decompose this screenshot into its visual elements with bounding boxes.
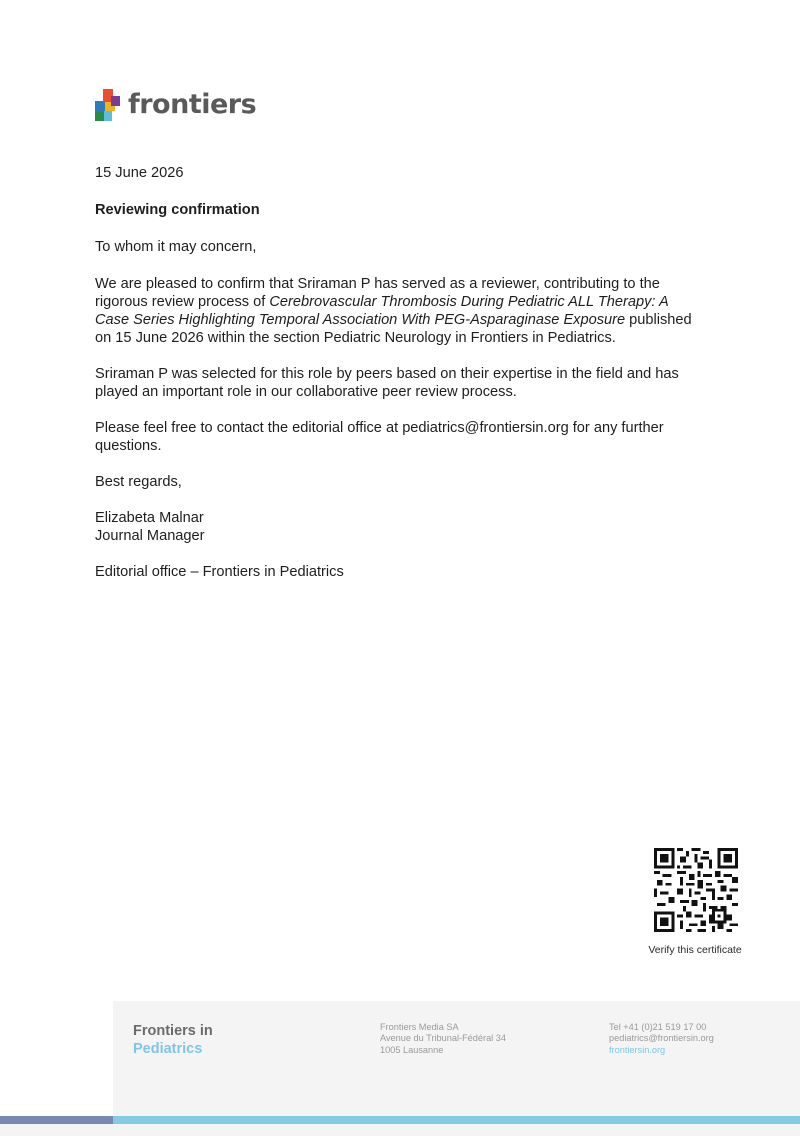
paragraph-publication-text: published on 15 June 2026 within the section Pediatric Neurology in Frontiers in Pediatrics. [95,312,692,346]
footer-journal-line2: Pediatrics [133,1041,203,1057]
qr-code-icon[interactable] [654,848,738,932]
footer-phone: Tel +41 (0)21 519 17 00 [609,1022,707,1032]
frontiers-logo-icon [95,87,121,123]
page-footer [113,1001,800,1116]
letter-body [95,164,705,581]
editorial-office: Editorial office – Frontiers in Pediatrics [95,564,344,580]
letter-paragraph-confirmation [95,275,705,347]
footer-address-line3: 1005 Lausanne [380,1044,444,1055]
footer-email-link[interactable]: pediatrics@frontiersin.org [609,1033,714,1044]
signer-title: Journal Manager [95,528,205,544]
footer-journal-line1: Frontiers in [133,1023,213,1039]
letter-closing: Best regards, [95,474,182,490]
footer-accent-bar-left [0,1116,113,1124]
paragraph-intro-text: We are pleased to confirm that Sriraman P has served as a reviewer, contributing to the rigorous review process of [95,276,660,310]
footer-address-line1: Frontiers Media SA [380,1022,459,1032]
footer-address [380,1022,506,1056]
letter-paragraph-contact: Please feel free to contact the editorial office at pediatrics@frontiersin.org for any further questions. [95,420,664,454]
frontiers-logo [95,87,256,123]
letter-signature [95,509,705,545]
frontiers-logo-text: frontiers [128,89,257,120]
verify-certificate-label: Verify this certificate [648,944,742,956]
footer-accent-bar-right [113,1116,800,1124]
letter-subject: Reviewing confirmation [95,202,260,218]
letter-salutation: To whom it may concern, [95,239,257,255]
footer-address-line2: Avenue du Tribunal-Fédéral 34 [380,1033,506,1044]
footer-contact [609,1022,714,1056]
article-title: Cerebrovascular Thrombosis During Pediatric ALL Therapy: A Case Series Highlighting Temporal Association With PEG-Asparaginase Exposure [95,294,669,328]
letter-date: 15 June 2026 [95,165,184,181]
footer-website-link[interactable]: frontiersin.org [609,1044,666,1055]
letter-paragraph-selection: Sriraman P was selected for this role by peers based on their expertise in the field and has played an important role in our collaborative peer review process. [95,366,679,400]
signer-name: Elizabeta Malnar [95,510,204,526]
footer-journal-name [133,1022,213,1058]
page-bottom-strip [0,1124,800,1136]
